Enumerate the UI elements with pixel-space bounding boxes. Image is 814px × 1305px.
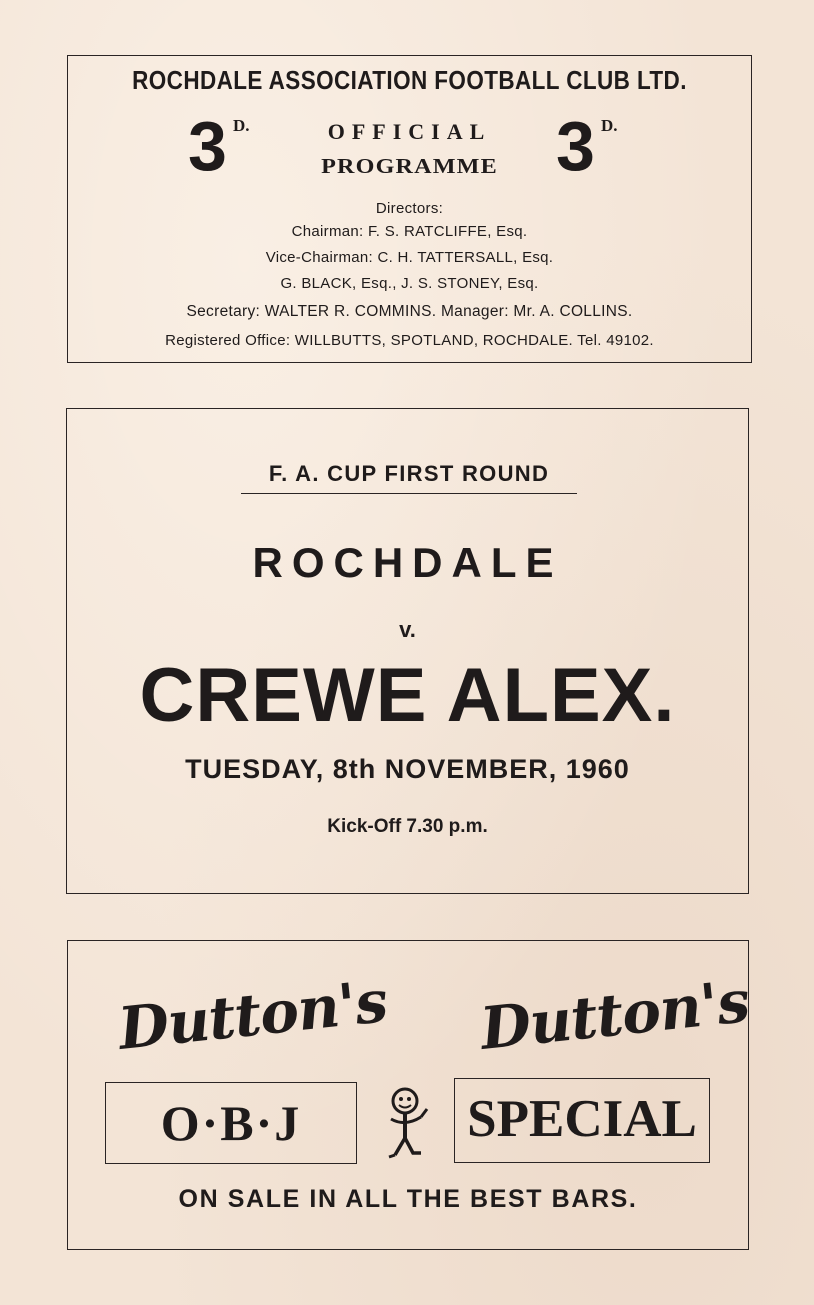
dutton-mascot-icon [381,1083,433,1165]
directors-line: G. BLACK, Esq., J. S. STONEY, Esq. [280,275,539,292]
price-value: 3 [188,107,227,185]
home-team: ROCHDALE [252,539,563,586]
match-date: TUESDAY, 8th NOVEMBER, 1960 [185,754,630,784]
price-value: 3 [556,107,595,185]
obj-product-label: O·B·J [105,1082,357,1164]
official-label: OFFICIAL [327,119,492,144]
vice-chairman-line: Vice-Chairman: C. H. TATTERSALL, Esq. [265,249,554,266]
competition-heading: F. A. CUP FIRST ROUND [241,461,577,494]
price-unit: D. [600,116,618,135]
programme-label: PROGRAMME [321,154,498,178]
brand-logo-left: Dutton's [115,967,391,1063]
directors-label: Directors: [375,200,444,217]
club-name: ROCHDALE ASSOCIATION FOOTBALL CLUB LTD. [132,66,687,95]
match-panel [66,408,749,894]
price-unit: D. [232,116,250,135]
special-product-label: SPECIAL [454,1078,710,1163]
header-panel [67,55,752,363]
chairman-line: Chairman: F. S. RATCLIFFE, Esq. [291,223,528,240]
away-team: CREWE ALEX. [139,653,676,738]
versus-label: v. [399,617,416,642]
kick-off-time: Kick-Off 7.30 p.m. [327,816,488,837]
advert-panel [67,940,753,1250]
secretary-manager-line: Secretary: WALTER R. COMMINS. Manager: Mr. A. COLLINS. [186,303,633,320]
advert-tagline: ON SALE IN ALL THE BEST BARS. [178,1185,638,1213]
brand-logo-right: Dutton's [477,967,753,1063]
registered-office-line: Registered Office: WILLBUTTS, SPOTLAND, ROCHDALE. Tel. 49102. [165,332,654,349]
